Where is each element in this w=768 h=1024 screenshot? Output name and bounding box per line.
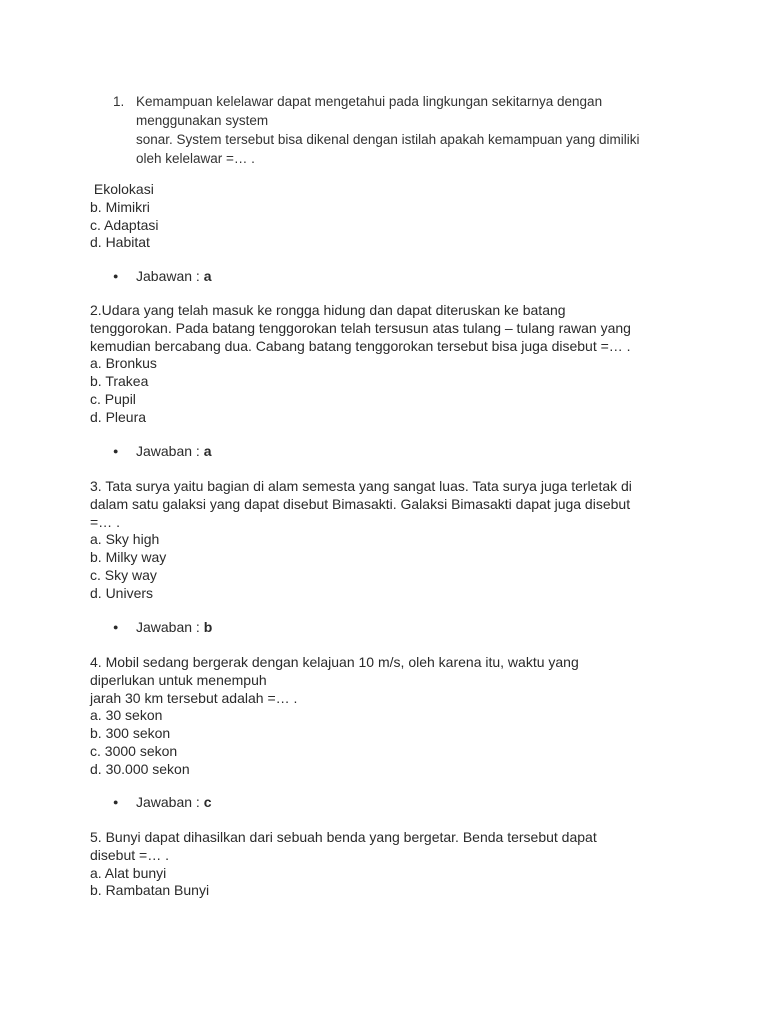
question-1-answer bbox=[113, 267, 212, 285]
question-text-line: 5. Bunyi dapat dihasilkan dari sebuah benda yang bergetar. Benda tersebut dapat bbox=[90, 829, 597, 845]
question-text-line: 2.Udara yang telah masuk ke rongga hidung dan dapat diteruskan ke batang bbox=[90, 302, 566, 318]
option: d. Univers bbox=[90, 584, 154, 601]
question-3 bbox=[90, 478, 690, 603]
option: d. 30.000 sekon bbox=[90, 760, 190, 777]
answer-key: c bbox=[203, 794, 212, 810]
bullet-icon: ● bbox=[113, 446, 119, 456]
question-text-line: sonar. System tersebut bisa dikenal dengan istilah apakah kemampuan yang dimiliki bbox=[136, 132, 640, 147]
answer-label: Jawaban : bbox=[136, 443, 204, 459]
question-4 bbox=[90, 654, 690, 779]
answer-label: Jawaban : bbox=[136, 619, 204, 635]
question-5 bbox=[90, 829, 690, 900]
question-text-line: jarah 30 km tersebut adalah =… . bbox=[90, 689, 298, 706]
option: c. Adaptasi bbox=[90, 216, 159, 233]
option: a. 30 sekon bbox=[90, 707, 163, 724]
question-1 bbox=[113, 92, 673, 168]
option: Ekolokasi bbox=[90, 181, 154, 197]
option: a. Sky high bbox=[90, 531, 160, 548]
question-2-answer bbox=[113, 442, 212, 460]
question-text-line: menggunakan system bbox=[136, 113, 269, 128]
bullet-icon: ● bbox=[113, 271, 119, 281]
option: c. 3000 sekon bbox=[90, 742, 178, 759]
question-1-text bbox=[136, 92, 673, 168]
question-text-line: diperlukan untuk menempuh bbox=[90, 671, 267, 688]
option: b. 300 sekon bbox=[90, 725, 171, 742]
question-3-answer bbox=[113, 618, 212, 636]
question-text-line: 4. Mobil sedang bergerak dengan kelajuan 10 m/s, oleh karena itu, waktu yang bbox=[90, 654, 579, 670]
question-text-line: dalam satu galaksi yang dapat disebut Bimasakti. Galaksi Bimasakti dapat juga disebut bbox=[90, 495, 631, 512]
question-2 bbox=[90, 302, 690, 427]
option: c. Pupil bbox=[90, 390, 136, 407]
option: c. Sky way bbox=[90, 566, 157, 583]
bullet-icon: ● bbox=[113, 797, 119, 807]
question-text-line: kemudian bercabang dua. Cabang batang tenggorokan tersebut bisa juga disebut =… . bbox=[90, 337, 631, 354]
question-text-line: 3. Tata surya yaitu bagian di alam semesta yang sangat luas. Tata surya juga terletak di bbox=[90, 478, 632, 494]
question-1-number: 1. bbox=[113, 94, 125, 109]
option: b. Rambatan Bunyi bbox=[90, 882, 210, 899]
question-text-line: Kemampuan kelelawar dapat mengetahui pada lingkungan sekitarnya dengan bbox=[136, 94, 603, 109]
answer-key: b bbox=[203, 619, 213, 635]
option: a. Alat bunyi bbox=[90, 864, 167, 881]
option: d. Habitat bbox=[90, 234, 150, 251]
option: a. Bronkus bbox=[90, 355, 157, 372]
answer-label: Jabawan : bbox=[136, 268, 204, 284]
question-4-answer bbox=[113, 793, 212, 811]
question-text-line: oleh kelelawar =… . bbox=[136, 151, 255, 166]
option: b. Milky way bbox=[90, 549, 167, 566]
bullet-icon: ● bbox=[113, 622, 119, 632]
option: b. Trakea bbox=[90, 373, 149, 390]
option: b. Mimikri bbox=[90, 198, 150, 215]
answer-key: a bbox=[203, 443, 212, 459]
question-text-line: disebut =… . bbox=[90, 846, 169, 863]
question-text-line: tenggorokan. Pada batang tenggorokan telah tersusun atas tulang – tulang rawan yang bbox=[90, 319, 631, 336]
question-1-options bbox=[90, 181, 690, 252]
answer-key: a bbox=[203, 268, 212, 284]
answer-label: Jawaban : bbox=[136, 794, 204, 810]
option: d. Pleura bbox=[90, 408, 147, 425]
question-text-line: =… . bbox=[90, 513, 120, 530]
